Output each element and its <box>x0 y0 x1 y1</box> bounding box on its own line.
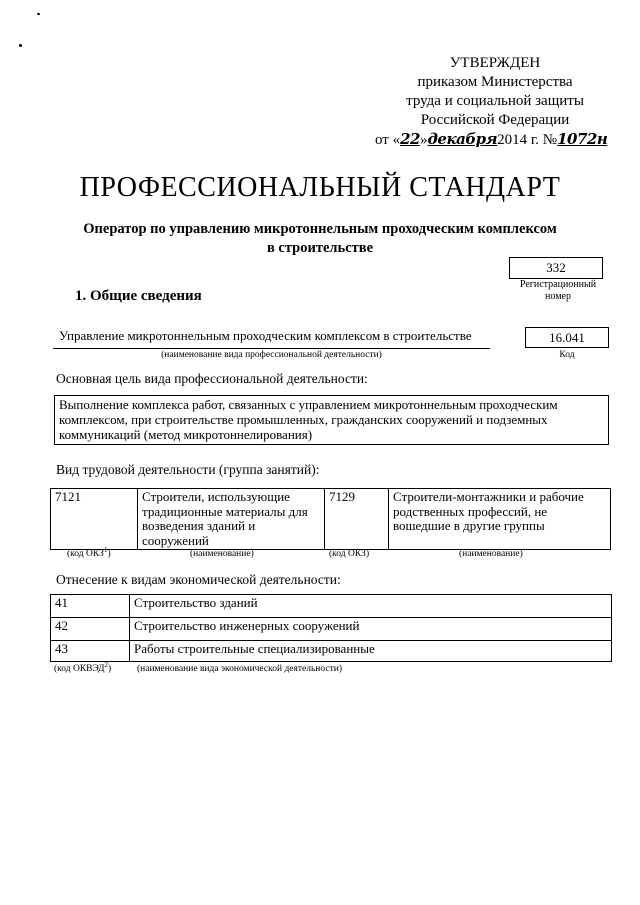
registration-number-box: 332 <box>509 257 603 279</box>
date-separator: » <box>419 132 428 148</box>
date-year: 2014 г. № <box>497 132 558 148</box>
activity-caption: (наименование вида профессиональной деятельности) <box>161 350 382 360</box>
okved-code-cell: 43 <box>51 641 130 662</box>
okved-code-caption <box>54 660 112 674</box>
caption-text: (код ОКЗ <box>67 549 104 559</box>
activity-name: Управление микротоннельным проходческим комплексом в строительстве <box>59 328 472 343</box>
table-row <box>51 595 612 618</box>
okz-name-caption: (наименование) <box>459 549 523 559</box>
okved-name-cell: Работы строительные специализированные <box>130 641 612 662</box>
approval-line: Российской Федерации <box>420 112 570 128</box>
date-prefix: от « <box>375 132 401 148</box>
okved-code-cell: 41 <box>51 595 130 618</box>
okz-code-cell: 7129 <box>325 489 389 550</box>
goal-label: Основная цель вида профессиональной деятельности: <box>56 371 368 386</box>
okved-name-cell: Строительство инженерных сооружений <box>130 618 612 641</box>
handwritten-order-number: 1072н <box>557 130 608 148</box>
labor-groups-table <box>50 488 611 550</box>
subtitle-line: в строительстве <box>266 240 374 256</box>
table-row <box>51 618 612 641</box>
okved-code-cell: 42 <box>51 618 130 641</box>
handwritten-month: декабря <box>427 130 498 148</box>
okz-code-cell: 7121 <box>51 489 138 550</box>
goal-box: Выполнение комплекса работ, связанных с управлением микротоннельным проходческим комплексом, при строительстве промышленных, гражданских сооружений и подземных коммуникаций (метод микротоннелирования) <box>54 395 609 445</box>
registration-label-line: Регистрационный <box>519 279 597 290</box>
activity-underline <box>53 348 490 349</box>
caption-text: ) <box>107 549 111 559</box>
activity-code-box: 16.041 <box>525 327 609 348</box>
approval-line: приказом Министерства <box>417 74 573 90</box>
footnote-marker: 2 <box>104 660 108 669</box>
okz-code-caption <box>67 545 111 559</box>
approval-line: труда и социальной защиты <box>406 93 584 109</box>
footnote-marker: 1 <box>103 545 108 554</box>
table-row <box>51 489 611 550</box>
caption-text: (код ОКВЭД <box>54 664 105 674</box>
okz-name-caption: (наименование) <box>190 549 254 559</box>
econ-label: Отнесение к видам экономической деятельности: <box>56 572 341 587</box>
approval-line: УТВЕРЖДЕН <box>449 55 541 71</box>
okz-name-cell: Строители-монтажники и рабочие родственных профессий, не вошедшие в другие группы <box>389 489 611 550</box>
registration-label <box>503 279 613 303</box>
okz-code-caption: (код ОКЗ) <box>329 549 370 559</box>
approval-date-line <box>375 130 608 150</box>
document-subtitle <box>60 220 580 258</box>
approval-block <box>375 54 608 150</box>
document-title: ПРОФЕССИОНАЛЬНЫЙ СТАНДАРТ <box>79 172 561 203</box>
subtitle-line: Оператор по управлению микротоннельным проходческим комплексом <box>83 221 557 237</box>
section-heading: 1. Общие сведения <box>75 288 202 304</box>
econ-activity-table <box>50 594 612 662</box>
code-caption: Код <box>559 350 575 360</box>
okved-name-cell: Строительство зданий <box>130 595 612 618</box>
okz-name-cell: Строители, использующие традиционные материалы для возведения зданий и сооружений <box>138 489 325 550</box>
scan-dot <box>37 13 40 15</box>
handwritten-day: 22 <box>400 130 420 148</box>
okved-name-caption: (наименование вида экономической деятельности) <box>137 664 342 674</box>
registration-label-line: номер <box>545 291 571 302</box>
labor-label: Вид трудовой деятельности (группа занятий): <box>56 462 320 477</box>
caption-text: ) <box>107 664 112 674</box>
scan-dot <box>19 44 22 47</box>
table-row <box>51 641 612 662</box>
